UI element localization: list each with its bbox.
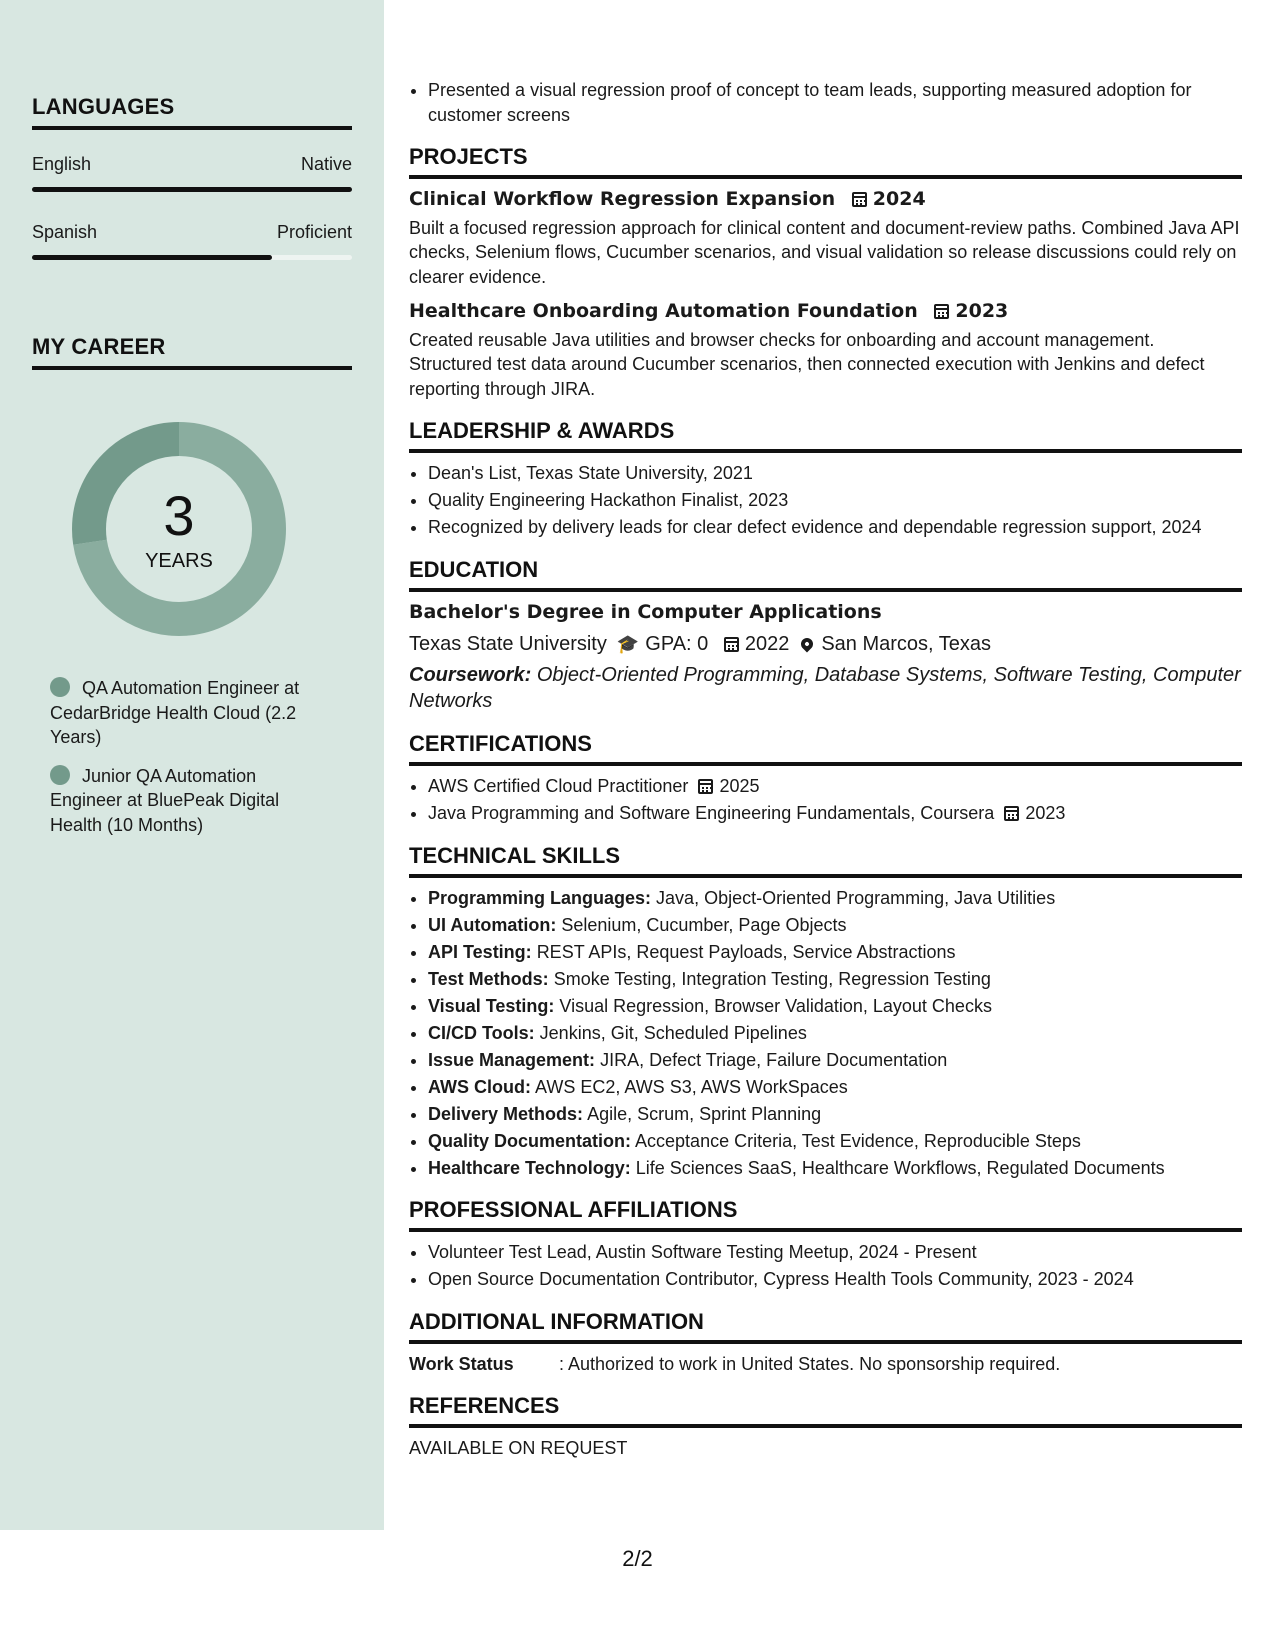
- language-level: Proficient: [276, 222, 352, 242]
- skill-value: JIRA, Defect Triage, Failure Documentation: [600, 1049, 948, 1070]
- work-status-label: Work Status: [409, 1353, 514, 1374]
- certification-name: Java Programming and Software Engineering Fundamentals, Coursera: [428, 803, 995, 823]
- skill-label: CI/CD Tools:: [428, 1022, 535, 1043]
- education-item: [409, 600, 1242, 715]
- project-year: 2024: [872, 188, 926, 210]
- skill-item: [428, 940, 1242, 965]
- skill-value: Java, Object-Oriented Programming, Java Utilities: [656, 887, 1056, 908]
- affiliations-heading: PROFESSIONAL AFFILIATIONS: [409, 1196, 1242, 1232]
- language-proficiency-bar: [32, 187, 352, 192]
- language-proficiency-bar: [32, 255, 352, 260]
- list-item: • Volunteer Test Lead, Austin Software Testing Meetup, 2024 - Present: [428, 1240, 1242, 1265]
- legend-dot-icon: [50, 765, 70, 785]
- skill-value: AWS EC2, AWS S3, AWS WorkSpaces: [535, 1076, 848, 1097]
- skill-label: API Testing:: [428, 941, 532, 962]
- degree-title: Bachelor's Degree in Computer Applications: [409, 600, 882, 623]
- language-item-english: [32, 154, 352, 192]
- skill-label: AWS Cloud:: [428, 1076, 531, 1097]
- skill-label: Healthcare Technology:: [428, 1157, 631, 1178]
- project-description: Built a focused regression approach for clinical content and document-review paths. Combined Java API checks, Selenium flows, Cucumber scenarios, and visual validation so release discussions could rely on clearer evidence.: [409, 217, 1240, 287]
- calendar-icon: [698, 779, 713, 794]
- certifications-list: [409, 774, 1242, 826]
- school-name: Texas State University: [409, 633, 607, 655]
- career-heading: MY CAREER: [32, 334, 352, 370]
- awards-heading: LEADERSHIP & AWARDS: [409, 417, 1242, 453]
- calendar-icon: [852, 192, 867, 207]
- list-item: • Quality Engineering Hackathon Finalist, 2023: [428, 488, 1242, 513]
- skill-item: [428, 886, 1242, 911]
- career-legend-item: [50, 764, 320, 838]
- certification-item: [428, 801, 1242, 826]
- skill-label: Visual Testing:: [428, 995, 555, 1016]
- project-item: [409, 299, 1242, 401]
- coursework: [409, 662, 1242, 714]
- skill-value: Life Sciences SaaS, Healthcare Workflows, Regulated Documents: [635, 1157, 1165, 1178]
- certification-name: AWS Certified Cloud Practitioner: [428, 776, 689, 796]
- skill-item: [428, 1048, 1242, 1073]
- work-status-value: : Authorized to work in United States. No sponsorship required.: [559, 1353, 1061, 1374]
- project-description: Created reusable Java utilities and browser checks for onboarding and account management. Structured test data around Cucumber scenarios, then connected execution with Jenkins and defect reporting through JIRA.: [409, 329, 1205, 399]
- skill-value: Jenkins, Git, Scheduled Pipelines: [539, 1022, 807, 1043]
- language-proficiency-fill: [32, 255, 272, 260]
- project-title: Clinical Workflow Regression Expansion: [409, 188, 836, 210]
- skill-label: Programming Languages:: [428, 887, 652, 908]
- list-item: • Open Source Documentation Contributor, Cypress Health Tools Community, 2023 - 2024: [428, 1267, 1242, 1292]
- additional-info-heading: ADDITIONAL INFORMATION: [409, 1308, 1242, 1344]
- legend-dot-icon: [50, 677, 70, 697]
- certifications-heading: CERTIFICATIONS: [409, 730, 1242, 766]
- language-level: Native: [300, 154, 352, 174]
- career-legend-item: [50, 676, 320, 750]
- school-location: San Marcos, Texas: [821, 633, 992, 655]
- references-heading: REFERENCES: [409, 1392, 1242, 1428]
- project-year: 2023: [955, 300, 1009, 322]
- coursework-label: Coursework:: [409, 664, 532, 686]
- skills-list: [409, 886, 1242, 1181]
- career-role-text: QA Automation Engineer at CedarBridge Health Cloud (2.2 Years): [50, 678, 300, 747]
- calendar-icon: [1004, 806, 1019, 821]
- skill-item: [428, 1156, 1242, 1181]
- skill-item: [428, 1129, 1242, 1154]
- skill-label: Test Methods:: [428, 968, 549, 989]
- certification-year: 2023: [1025, 803, 1066, 823]
- language-name: Spanish: [32, 222, 98, 242]
- skill-value: REST APIs, Request Payloads, Service Abstractions: [536, 941, 956, 962]
- work-status-row: [409, 1352, 1242, 1377]
- coursework-list: Object-Oriented Programming, Database Systems, Software Testing, Computer Networks: [409, 664, 1241, 712]
- skill-label: Quality Documentation:: [428, 1130, 632, 1151]
- skill-item: [428, 1075, 1242, 1100]
- career-years-unit: YEARS: [145, 550, 213, 572]
- awards-list: [409, 461, 1242, 540]
- calendar-icon: [934, 304, 949, 319]
- skill-label: UI Automation:: [428, 914, 557, 935]
- skill-item: [428, 994, 1242, 1019]
- list-item: • Recognized by delivery leads for clear defect evidence and dependable regression support, 2024: [428, 515, 1242, 540]
- education-heading: EDUCATION: [409, 556, 1242, 592]
- projects-heading: PROJECTS: [409, 143, 1242, 179]
- language-item-spanish: [32, 222, 352, 260]
- language-name: English: [32, 154, 92, 174]
- affiliations-list: [409, 1240, 1242, 1292]
- skill-item: [428, 967, 1242, 992]
- career-years-number: 3: [163, 484, 195, 547]
- career-legend: [50, 676, 320, 851]
- skill-item: [428, 1021, 1242, 1046]
- language-proficiency-fill: [32, 187, 352, 192]
- languages-heading: LANGUAGES: [32, 94, 352, 130]
- skill-value: Smoke Testing, Integration Testing, Regression Testing: [553, 968, 991, 989]
- skill-label: Delivery Methods:: [428, 1103, 584, 1124]
- graduation-cap-icon: 🎓: [616, 634, 640, 654]
- graduation-year: 2022: [744, 633, 790, 655]
- skill-item: [428, 1102, 1242, 1127]
- list-item: • Dean's List, Texas State University, 2021: [428, 461, 1242, 486]
- gpa: GPA: 0: [645, 633, 709, 655]
- skill-item: [428, 913, 1242, 938]
- project-item: [409, 187, 1242, 289]
- career-section: [32, 334, 352, 370]
- page-number: 2/2: [622, 1546, 653, 1571]
- references-text: AVAILABLE ON REQUEST: [409, 1438, 628, 1458]
- certification-item: [428, 774, 1242, 799]
- certification-year: 2025: [719, 776, 760, 796]
- skill-label: Issue Management:: [428, 1049, 596, 1070]
- experience-carryover-list: [409, 78, 1242, 127]
- career-role-text: Junior QA Automation Engineer at BluePeak Digital Health (10 Months): [50, 765, 280, 835]
- location-pin-icon: [799, 636, 816, 653]
- calendar-icon: [724, 637, 739, 652]
- skill-value: Agile, Scrum, Sprint Planning: [587, 1103, 822, 1124]
- career-donut-chart: [66, 416, 292, 642]
- skill-value: Selenium, Cucumber, Page Objects: [561, 914, 847, 935]
- list-item: • Presented a visual regression proof of concept to team leads, supporting measured adoption for customer screens: [428, 78, 1242, 127]
- skill-value: Visual Regression, Browser Validation, Layout Checks: [559, 995, 992, 1016]
- skill-value: Acceptance Criteria, Test Evidence, Reproducible Steps: [635, 1130, 1081, 1151]
- project-title: Healthcare Onboarding Automation Foundation: [409, 300, 918, 322]
- skills-heading: TECHNICAL SKILLS: [409, 842, 1242, 878]
- sidebar: [0, 0, 384, 1530]
- languages-section: [32, 94, 352, 260]
- main-content: [409, 78, 1242, 1461]
